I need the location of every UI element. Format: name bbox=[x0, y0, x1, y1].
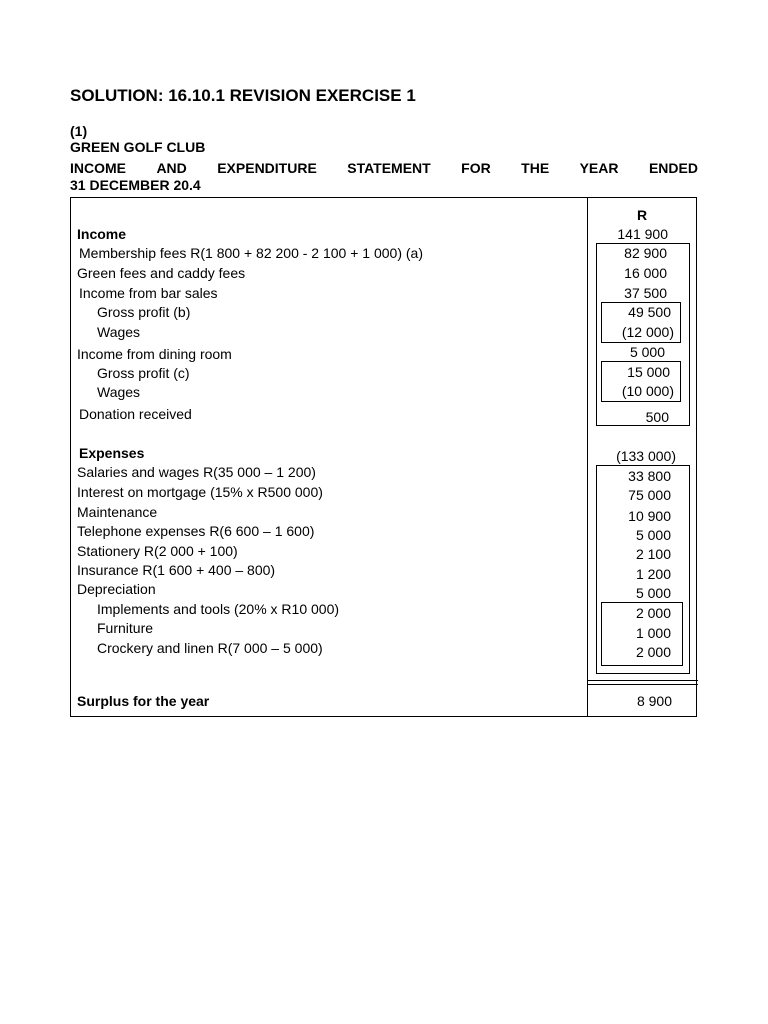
maintenance-label: Maintenance bbox=[77, 504, 158, 520]
telephone-label: Telephone expenses R(6 600 – 1 600) bbox=[77, 523, 315, 539]
expenses-total: (133 000) bbox=[616, 448, 676, 464]
heading-word: EXPENDITURE bbox=[217, 160, 317, 176]
heading-word: ENDED bbox=[648, 160, 698, 176]
implements-amount: 2 000 bbox=[635, 605, 671, 621]
implements-label: Implements and tools (20% x R10 000) bbox=[97, 601, 340, 617]
heading-word: STATEMENT bbox=[347, 160, 431, 176]
insurance-label: Insurance R(1 600 + 400 – 800) bbox=[77, 562, 276, 578]
surplus-divider-bottom bbox=[587, 684, 698, 685]
donation-amount: 500 bbox=[645, 409, 669, 425]
salaries-amount: 33 800 bbox=[628, 468, 671, 484]
heading-word: YEAR bbox=[579, 160, 619, 176]
membership-label: Membership fees R(1 800 + 82 200 - 2 100 + 1 000) (a) bbox=[79, 245, 423, 261]
heading-word: INCOME bbox=[70, 160, 126, 176]
bar-wages-amount: (12 000) bbox=[621, 324, 674, 340]
insurance-amount: 1 200 bbox=[635, 566, 671, 582]
heading-word: AND bbox=[156, 160, 187, 176]
income-total: 141 900 bbox=[617, 226, 668, 242]
salaries-label: Salaries and wages R(35 000 – 1 200) bbox=[77, 464, 316, 480]
surplus-divider-top bbox=[587, 680, 698, 681]
part-number: (1) bbox=[70, 123, 88, 139]
stationery-label: Stationery R(2 000 + 100) bbox=[77, 543, 238, 559]
bar-gross-profit-label: Gross profit (b) bbox=[97, 304, 191, 320]
currency-header: R bbox=[637, 207, 648, 223]
heading-word: FOR bbox=[461, 160, 491, 176]
dining-wages-label: Wages bbox=[97, 384, 141, 400]
interest-amount: 75 000 bbox=[628, 487, 671, 503]
furniture-amount: 1 000 bbox=[635, 625, 671, 641]
bar-amount: 37 500 bbox=[624, 285, 667, 301]
stationery-amount: 2 100 bbox=[635, 546, 671, 562]
income-heading: Income bbox=[77, 226, 127, 242]
dining-gross-profit-label: Gross profit (c) bbox=[97, 365, 190, 381]
statement-heading bbox=[70, 160, 698, 176]
maintenance-amount: 10 900 bbox=[628, 508, 671, 524]
interest-label: Interest on mortgage (15% x R500 000) bbox=[77, 484, 323, 500]
dining-amount: 5 000 bbox=[629, 344, 665, 360]
depreciation-label: Depreciation bbox=[77, 581, 156, 597]
page-title: SOLUTION: 16.10.1 REVISION EXERCISE 1 bbox=[70, 86, 416, 105]
dining-gross-profit-amount: 15 000 bbox=[627, 364, 670, 380]
statement-date: 31 DECEMBER 20.4 bbox=[70, 177, 201, 193]
column-divider bbox=[587, 197, 588, 717]
surplus-label: Surplus for the year bbox=[77, 693, 210, 709]
crockery-amount: 2 000 bbox=[635, 644, 671, 660]
depreciation-amount: 5 000 bbox=[635, 585, 671, 601]
furniture-label: Furniture bbox=[97, 620, 154, 636]
green-fees-label: Green fees and caddy fees bbox=[77, 265, 246, 281]
expenses-heading: Expenses bbox=[79, 445, 145, 461]
bar-wages-label: Wages bbox=[97, 324, 141, 340]
bar-gross-profit-amount: 49 500 bbox=[628, 304, 671, 320]
donation-label: Donation received bbox=[79, 406, 192, 422]
surplus-amount: 8 900 bbox=[636, 693, 672, 709]
heading-word: THE bbox=[521, 160, 550, 176]
telephone-amount: 5 000 bbox=[635, 527, 671, 543]
membership-amount: 82 900 bbox=[624, 245, 667, 261]
dining-wages-amount: (10 000) bbox=[621, 383, 674, 399]
bar-label: Income from bar sales bbox=[79, 285, 218, 301]
green-fees-amount: 16 000 bbox=[624, 265, 667, 281]
crockery-label: Crockery and linen R(7 000 – 5 000) bbox=[97, 640, 323, 656]
club-name: GREEN GOLF CLUB bbox=[70, 139, 206, 155]
dining-label: Income from dining room bbox=[77, 346, 232, 362]
